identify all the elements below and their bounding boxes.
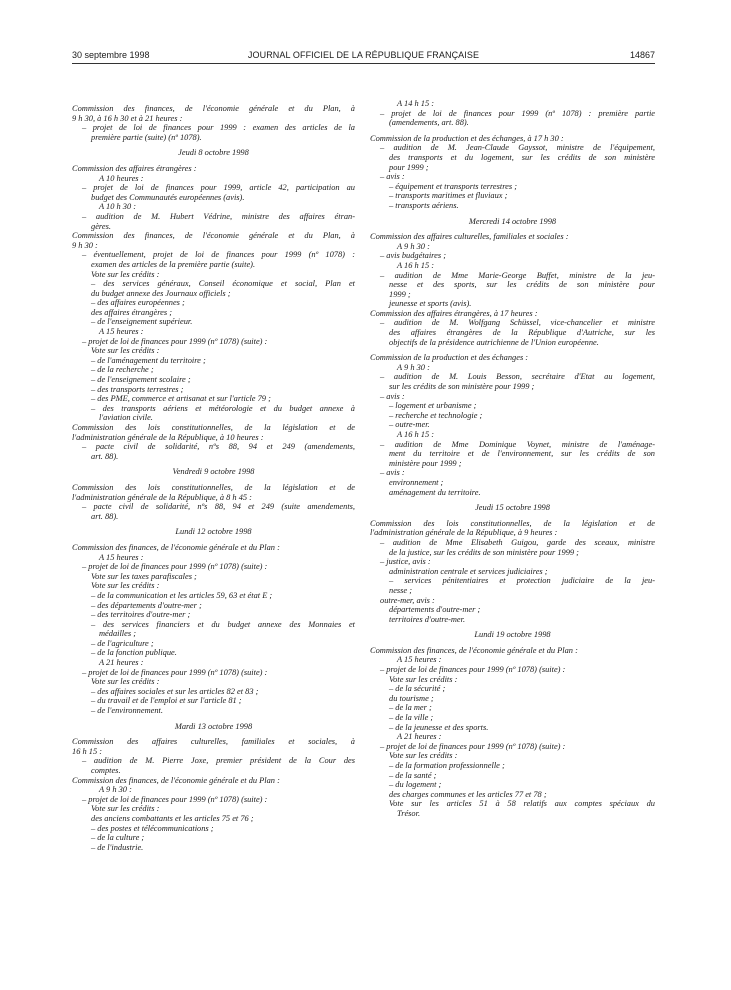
- text-line: Commission des affaires étrangères :: [72, 163, 197, 173]
- text-line: – des affaires européennes ;: [91, 298, 185, 308]
- text-line: Trésor.: [397, 808, 421, 818]
- text-line: outre-mer, avis :: [380, 595, 435, 605]
- text-line: Vote sur les articles 51 à 58 relatifs aux comptes spéciaux du: [389, 799, 655, 809]
- text-line: des anciens combattants et les articles 75 et 76 ;: [91, 813, 254, 823]
- text-line: – de l'agriculture ;: [91, 638, 154, 648]
- text-line: Commission de la production et des échanges, à 17 h 30 :: [370, 133, 564, 143]
- text-line: – pacte civil de solidarité, nºs 88, 94 et 249 (suite amendements,: [82, 502, 355, 512]
- text-line: A 10 heures :: [99, 173, 144, 183]
- text-line: Commission des finances, de l'économie générale et du Plan :: [72, 542, 280, 552]
- text-line: examen des articles de la première partie (suite).: [91, 259, 256, 269]
- text-line: gères.: [91, 221, 111, 231]
- text-line: – de la ville ;: [389, 713, 434, 723]
- text-line: – de la communication et les articles 59, 63 et état E ;: [91, 590, 273, 600]
- text-line: – de la jeunesse et des sports.: [389, 722, 489, 732]
- text-line: – logement et urbanisme ;: [389, 401, 477, 411]
- text-line: – projet de loi de finances pour 1999 (nº 1078) (suite) :: [380, 741, 566, 751]
- text-line: A 16 h 15 :: [397, 430, 435, 439]
- text-line: environnement ;: [389, 477, 444, 487]
- text-line: – de la santé ;: [389, 770, 437, 780]
- text-line: Commission des affaires étrangères, à 17 heures :: [370, 308, 538, 318]
- text-line: Commission des affaires culturelles, familiales et sociales :: [370, 232, 569, 242]
- text-line: des transports et du logement, sur les crédits de son ministère: [389, 152, 655, 162]
- text-line: A 15 heures :: [397, 655, 442, 665]
- text-line: de la justice, sur les crédits de son ministère pour 1999 ;: [389, 547, 579, 557]
- text-line: A 21 heures :: [99, 658, 144, 668]
- text-line: – de l'aménagement du territoire ;: [91, 355, 206, 365]
- text-line: – du logement ;: [389, 780, 442, 790]
- text-line: objectifs de la présidence autrichienne de l'Union européenne.: [389, 337, 599, 347]
- text-line: – des postes et télécommunications ;: [91, 823, 214, 833]
- text-line: – de la sécurité ;: [389, 684, 446, 694]
- text-line: – outre-mer.: [389, 420, 430, 430]
- text-line: – projet de loi de finances pour 1999 (nº 1078) (suite) :: [82, 336, 268, 346]
- text-line: – transports maritimes et fluviaux ;: [389, 191, 508, 201]
- text-line: Vote sur les crédits :: [91, 677, 160, 687]
- page-header: [72, 50, 655, 64]
- text-line: – audition de M. Louis Besson, secrétaire d'Etat au logement,: [380, 372, 655, 382]
- text-line: – audition de M. Hubert Védrine, ministre des affaires étran-: [82, 211, 355, 221]
- text-line: – projet de loi de finances pour 1999 : examen des articles de la: [82, 123, 355, 133]
- text-line: – projet de loi de finances pour 1999, article 42, participation au: [82, 183, 355, 193]
- text-line: l'administration générale de la République, à 9 heures :: [370, 528, 558, 538]
- text-line: Vote sur les crédits :: [389, 674, 458, 684]
- text-line: A 9 h 30 :: [99, 785, 132, 795]
- right-column: [370, 99, 655, 819]
- text-line: des affaires étrangères ;: [91, 307, 173, 317]
- text-line: – de l'environnement.: [91, 706, 163, 716]
- text-line: – des transports aériens et météorologie et du budget annexe à: [91, 403, 355, 413]
- text-line: – projet de loi de finances pour 1999 (nº 1078) (suite) :: [82, 794, 268, 804]
- text-line: Commission des finances, de l'économie générale et du Plan, à: [72, 104, 355, 113]
- text-line: art. 88).: [91, 451, 119, 461]
- text-line: l'administration générale de la République, à 8 h 45 :: [72, 492, 252, 502]
- text-line: – recherche et technologie ;: [389, 410, 483, 420]
- header-journal-title: JOURNAL OFFICIEL DE LA RÉPUBLIQUE FRANÇAISE: [247, 50, 480, 60]
- text-line: (amendements, art. 88).: [389, 118, 469, 128]
- text-line: Commission des finances, de l'économie générale et du Plan :: [72, 775, 280, 785]
- text-line: – audition de M. Pierre Joxe, premier président de la Cour des: [82, 756, 355, 766]
- text-line: ment du territoire et de l'environnement, sur les crédits de son: [389, 449, 655, 459]
- text-line: – éventuellement, projet de loi de finances pour 1999 (nº 1078) :: [82, 250, 355, 260]
- text-line: des affaires étrangères de la République d'Autriche, sur les: [389, 328, 655, 338]
- text-line: – de l'industrie.: [91, 842, 144, 852]
- text-line: pour 1999 ;: [389, 162, 429, 172]
- text-line: – audition de Mme Marie-George Buffet, ministre de la jeu-: [380, 270, 655, 280]
- text-line: Commission des lois constitutionnelles, de la législation et de: [72, 423, 355, 432]
- text-line: A 10 h 30 :: [99, 202, 137, 212]
- text-line: Vote sur les crédits :: [91, 346, 160, 356]
- header-rule: [72, 63, 655, 64]
- text-line: – de la recherche ;: [91, 365, 154, 375]
- text-line: du budget annexe des Journaux officiels ;: [91, 288, 231, 298]
- text-line: sur les crédits de son ministère pour 1999 ;: [389, 382, 535, 392]
- text-line: Vote sur les crédits :: [91, 269, 160, 279]
- text-line: du tourisme ;: [389, 693, 434, 703]
- text-line: – avis :: [380, 172, 405, 182]
- text-line: Commission des lois constitutionnelles, de la législation et de: [72, 482, 355, 492]
- text-line: – audition de M. Wolfgang Schüssel, vice-chancelier et ministre: [380, 318, 655, 328]
- text-line: – audition de Mme Dominique Voynet, ministre de l'aménage-: [380, 439, 655, 449]
- text-line: – projet de loi de finances pour 1999 (nº 1078) (suite) :: [82, 667, 268, 677]
- text-line: nesse et des sports, sur les crédits de son ministère pour: [389, 280, 655, 290]
- text-line: 16 h 15 :: [72, 746, 103, 756]
- text-line: A 14 h 15 :: [397, 99, 435, 108]
- text-line: Commission des affaires culturelles, familiales et sociales, à: [72, 737, 355, 747]
- text-line: administration centrale et services judiciaires ;: [389, 566, 548, 576]
- text-line: – de la mer ;: [389, 703, 432, 713]
- text-line: l'aviation civile.: [99, 413, 153, 423]
- text-line: – transports aériens.: [389, 200, 459, 210]
- text-line: Vote sur les crédits :: [91, 581, 160, 591]
- text-line: – équipement et transports terrestres ;: [389, 181, 518, 191]
- text-line: Vote sur les crédits :: [91, 804, 160, 814]
- text-line: Commission de la production et des échanges :: [370, 353, 529, 363]
- text-line: A 9 h 30 :: [397, 241, 430, 251]
- text-line: 9 h 30 :: [72, 240, 98, 250]
- text-line: budget des Communautés européennes (avis).: [91, 192, 245, 202]
- text-line: médailles ;: [99, 629, 136, 639]
- text-line: départements d'outre-mer ;: [389, 605, 481, 615]
- header-date: 30 septembre 1998: [72, 50, 150, 60]
- header-page-number: 14867: [629, 50, 655, 60]
- text-line: Vote sur les crédits :: [389, 751, 458, 761]
- text-line: – services pénitentiaires et protection judiciaire de la jeu-: [389, 576, 655, 586]
- text-line: – projet de loi de finances pour 1999 (nº 1078) (suite) :: [82, 562, 268, 572]
- text-line: Mardi 13 octobre 1998: [174, 721, 253, 731]
- text-line: A 15 heures :: [99, 552, 144, 562]
- left-column: [72, 104, 355, 852]
- text-line: ministère pour 1999 ;: [389, 458, 462, 468]
- text-line: première partie (suite) (nº 1078).: [91, 132, 202, 142]
- text-line: – du travail et de l'emploi et sur l'article 81 ;: [91, 696, 242, 706]
- text-line: Lundi 12 octobre 1998: [175, 527, 252, 537]
- text-line: – justice, avis :: [380, 557, 431, 567]
- text-line: – projet de loi de finances pour 1999 (nº 1078) (suite) :: [380, 665, 566, 675]
- text-line: territoires d'outre-mer.: [389, 614, 466, 624]
- text-line: A 15 heures :: [99, 327, 144, 337]
- text-line: – audition de Mme Elisabeth Guigou, garde des sceaux, ministre: [380, 537, 655, 547]
- text-line: A 21 heures :: [397, 732, 442, 742]
- text-line: jeunesse et sports (avis).: [389, 299, 472, 309]
- text-line: – de la formation professionnelle ;: [389, 761, 505, 770]
- text-line: – des affaires sociales et sur les articles 82 et 83 ;: [91, 686, 259, 696]
- text-line: – des PME, commerce et artisanat et sur l'article 79 ;: [91, 394, 271, 404]
- text-line: – avis budgétaires ;: [380, 251, 446, 261]
- text-line: Jeudi 15 octobre 1998: [475, 503, 550, 513]
- text-line: – des transports terrestres ;: [91, 384, 184, 394]
- text-line: – avis :: [380, 468, 405, 478]
- text-line: – pacte civil de solidarité, nºs 88, 94 et 249 (amendements,: [82, 442, 355, 452]
- text-line: nesse ;: [389, 585, 413, 595]
- text-line: des charges communes et les articles 77 et 78 ;: [389, 789, 547, 799]
- text-line: Lundi 19 octobre 1998: [474, 630, 551, 640]
- text-line: – de l'enseignement supérieur.: [91, 317, 193, 327]
- text-line: aménagement du territoire.: [389, 487, 481, 497]
- text-line: – projet de loi de finances pour 1999 (nº 1078) : première partie: [380, 108, 655, 118]
- text-line: Commission des lois constitutionnelles, de la législation et de: [370, 518, 655, 528]
- text-line: – de la fonction publique.: [91, 648, 177, 658]
- text-line: – des services financiers et du budget annexe des Monnaies et: [91, 619, 355, 629]
- text-line: A 16 h 15 :: [397, 260, 435, 270]
- text-line: – audition de M. Jean-Claude Gayssot, ministre de l'équipement,: [380, 143, 655, 153]
- text-line: Jeudi 8 octobre 1998: [178, 148, 249, 158]
- text-line: comptes.: [91, 766, 121, 775]
- text-line: l'administration générale de la République, à 10 heures :: [72, 432, 264, 442]
- text-line: – avis :: [380, 391, 405, 401]
- text-line: 9 h 30, à 16 h 30 et à 21 heures :: [72, 113, 183, 123]
- text-line: Mercredi 14 octobre 1998: [468, 216, 557, 226]
- text-line: – des services généraux, Conseil économique et social, Plan et: [91, 279, 355, 289]
- text-line: – de la culture ;: [91, 833, 145, 843]
- text-line: Vote sur les taxes parafiscales ;: [91, 571, 197, 581]
- text-line: Vendredi 9 octobre 1998: [172, 467, 255, 477]
- text-line: Commission des finances, de l'économie générale et du Plan :: [370, 645, 578, 655]
- text-line: art. 88).: [91, 511, 119, 521]
- text-line: 1999 ;: [389, 289, 411, 299]
- text-line: – des départements d'outre-mer ;: [91, 600, 202, 610]
- text-line: Commission des finances, de l'économie générale et du Plan, à: [72, 231, 355, 241]
- text-line: A 9 h 30 :: [397, 362, 430, 372]
- text-line: – des territoires d'outre-mer ;: [91, 610, 191, 620]
- text-line: – de l'enseignement scolaire ;: [91, 375, 191, 385]
